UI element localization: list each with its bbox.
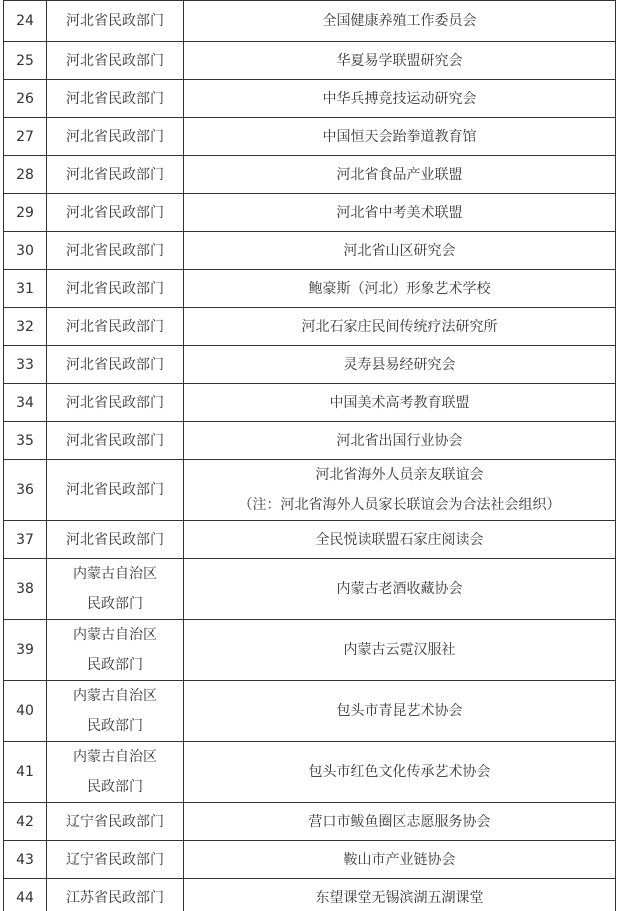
department-text: 河北省民政部门 [66,90,164,107]
row-number-cell: 29 [4,194,47,232]
department-cell [47,346,184,384]
department-cell [47,80,184,118]
organization-name-cell [184,803,616,841]
table-row [4,156,616,194]
organization-name-cell [184,681,616,742]
organization-name-text: 包头市青昆艺术协会 [336,703,463,719]
organization-name-text: 营口市鲅鱼圈区志愿服务协会 [308,813,491,830]
organization-name-text: 鞍山市产业链协会 [343,851,456,868]
organization-name-cell [184,422,616,460]
department-text: 内蒙古自治区 [73,749,157,765]
organization-name-cell [184,232,616,270]
row-number-cell: 44 [4,879,47,911]
organization-name-cell [184,620,616,681]
organization-name-text: 中国美术高考教育联盟 [329,394,470,411]
table-row [4,422,616,460]
table-row [4,803,616,841]
department-text: 河北省民政部门 [66,280,164,297]
row-number-cell: 24 [4,1,47,42]
department-cell [47,841,184,879]
organization-name-text: 内蒙古老酒收藏协会 [336,581,463,597]
table-row [4,384,616,422]
row-number-cell: 26 [4,80,47,118]
table-row [4,1,616,42]
organization-name-cell [184,460,616,521]
department-cell [47,384,184,422]
department-cell [47,270,184,308]
organization-name-text: 东望课堂无锡滨湖五湖课堂 [315,890,484,906]
table-row [4,521,616,559]
department-text: 民政部门 [87,779,143,795]
row-number-cell: 43 [4,841,47,879]
row-number-cell: 36 [4,460,47,521]
organization-name-cell [184,156,616,194]
organization-note-text: （注：河北省海外人员家长联谊会为合法社会组织） [238,497,561,513]
organization-name-text: 灵寿县易经研究会 [343,356,456,373]
organization-name-cell [184,42,616,80]
organization-name-cell [184,308,616,346]
department-cell [47,803,184,841]
table-row [4,308,616,346]
department-text: 河北省民政部门 [66,356,164,373]
table-body [4,1,616,911]
organization-name-text: 河北石家庄民间传统疗法研究所 [301,318,498,335]
organization-name-cell [184,742,616,803]
department-text: 内蒙古自治区 [73,688,157,704]
department-cell [47,521,184,559]
department-text: 河北省民政部门 [66,52,164,69]
organization-name-cell [184,841,616,879]
table-row [4,80,616,118]
organization-name-cell [184,118,616,156]
organization-name-cell [184,559,616,620]
department-cell [47,42,184,80]
department-text: 河北省民政部门 [66,204,164,221]
department-cell [47,620,184,681]
row-number-cell: 34 [4,384,47,422]
row-number-cell: 35 [4,422,47,460]
table-row [4,194,616,232]
row-number-cell: 38 [4,559,47,620]
department-cell [47,1,184,42]
table-row [4,42,616,80]
organization-name-text: 鲍豪斯（河北）形象艺术学校 [308,280,491,297]
organization-name-text: 河北省中考美术联盟 [336,204,463,221]
table-row [4,879,616,911]
illegal-organizations-table [3,0,616,911]
organization-name-text: 中国恒天会跆拳道教育馆 [322,128,477,145]
table-row [4,841,616,879]
table-row [4,118,616,156]
row-number-cell: 25 [4,42,47,80]
row-number-cell: 30 [4,232,47,270]
table-row [4,346,616,384]
department-text: 河北省民政部门 [66,482,164,498]
department-text: 民政部门 [87,657,143,673]
organization-name-text: 河北省山区研究会 [343,242,456,259]
department-text: 江苏省民政部门 [66,890,164,906]
department-cell [47,118,184,156]
department-cell [47,308,184,346]
organization-name-cell [184,384,616,422]
row-number-cell: 31 [4,270,47,308]
department-text: 河北省民政部门 [66,318,164,335]
department-text: 河北省民政部门 [66,432,164,449]
department-text: 河北省民政部门 [66,166,164,183]
row-number-cell: 28 [4,156,47,194]
organization-name-text: 河北省出国行业协会 [336,432,463,449]
department-text: 内蒙古自治区 [73,566,157,582]
department-text: 辽宁省民政部门 [66,851,164,868]
department-text: 河北省民政部门 [66,242,164,259]
department-cell [47,194,184,232]
organization-name-text: 内蒙古云霓汉服社 [343,642,456,658]
row-number-cell: 39 [4,620,47,681]
department-text: 辽宁省民政部门 [66,813,164,830]
department-cell [47,156,184,194]
organization-name-cell [184,521,616,559]
department-text: 民政部门 [87,718,143,734]
row-number-cell: 40 [4,681,47,742]
department-cell [47,460,184,521]
department-text: 河北省民政部门 [66,128,164,145]
row-number-cell: 37 [4,521,47,559]
row-number-cell: 27 [4,118,47,156]
organization-name-text: 华夏易学联盟研究会 [336,52,463,69]
table-row [4,742,616,803]
table-row [4,232,616,270]
organization-name-cell [184,194,616,232]
department-cell [47,422,184,460]
department-cell [47,742,184,803]
department-text: 内蒙古自治区 [73,627,157,643]
table-row [4,620,616,681]
row-number-cell: 33 [4,346,47,384]
table-row [4,681,616,742]
row-number-cell: 32 [4,308,47,346]
department-cell [47,681,184,742]
organization-name-text: 全国健康养殖工作委员会 [322,13,477,29]
department-cell [47,879,184,911]
organization-name-text: 河北省食品产业联盟 [336,166,463,183]
row-number-cell: 41 [4,742,47,803]
department-cell [47,232,184,270]
table-row [4,270,616,308]
organization-name-cell [184,1,616,42]
organization-name-cell [184,270,616,308]
table-row [4,559,616,620]
organization-name-text: 河北省海外人员亲友联谊会 [315,467,484,483]
department-cell [47,559,184,620]
organization-name-text: 包头市红色文化传承艺术协会 [308,764,491,780]
organization-name-text: 中华兵搏竞技运动研究会 [322,90,477,107]
organization-name-cell [184,346,616,384]
row-number-cell: 42 [4,803,47,841]
organization-name-cell [184,879,616,911]
organization-name-cell [184,80,616,118]
department-text: 河北省民政部门 [66,531,164,548]
department-text: 民政部门 [87,596,143,612]
department-text: 河北省民政部门 [66,394,164,411]
department-text: 河北省民政部门 [66,13,164,29]
table-row [4,460,616,521]
organization-name-text: 全民悦读联盟石家庄阅读会 [315,531,484,548]
